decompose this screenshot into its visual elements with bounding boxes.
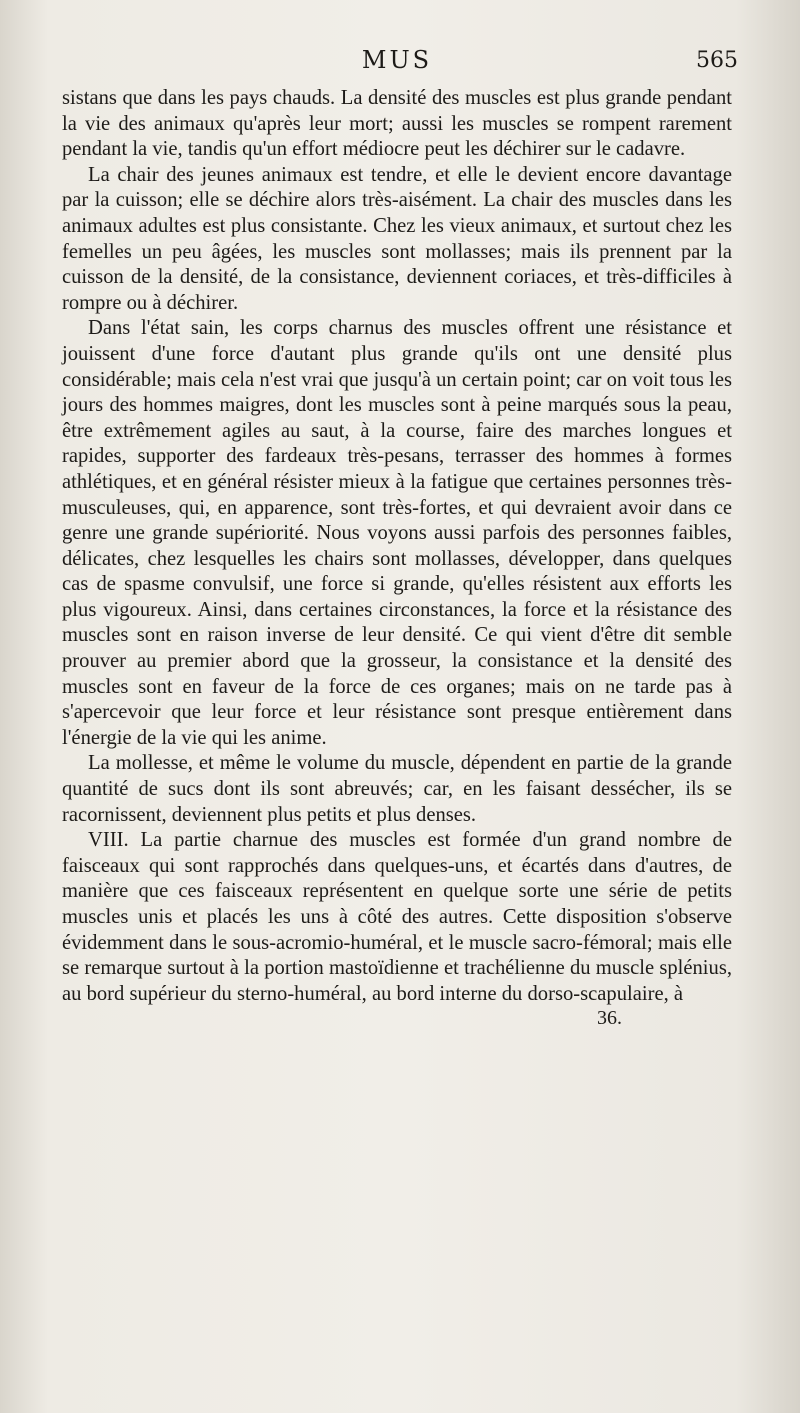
running-head: MUS [361,46,433,74]
body-text [62,86,732,1007]
paragraph-2: La chair des jeunes animaux est tendre, et elle le devient encore davantage par la cuisson; elle se déchire alors très-aisément. La chair des muscles dans les animaux adultes est plus consistante. Chez les vieux animaux, et surtout chez les femelles un peu âgées, les muscles sont mollasses; mais ils prennent par la cuisson de la densité, de la consistance, deviennent coriaces, et très-difficiles à rompre ou à déchirer. [62,163,732,314]
paragraph-3: Dans l'état sain, les corps charnus des muscles offrent une résistance et jouissent d'une force d'autant plus grande qu'ils ont une densité plus considérable; mais cela n'est vrai que jusqu'à un certain point; car on voit tous les jours des hommes maigres, dont les muscles sont à peine marqués sous la peau, être extrêmement agiles au saut, à la course, faire des marches longues et rapides, supporter des fardeaux très-pesans, terrasser des hommes à formes athlétiques, et en général résister mieux à la fatigue que certaines personnes très-musculeuses, qui, en apparence, sont très-fortes, et qui devraient avoir dans ce genre une grande supériorité. Nous voyons aussi parfois des personnes faibles, délicates, chez lesquelles les chairs sont mollasses, développer, dans quelques cas de spasme convulsif, une force si grande, qu'elles résistent aux efforts les plus vigoureux. Ainsi, dans certaines circonstances, la force et la résistance des muscles sont en raison inverse de leur densité. Ce qui vient d'être dit semble prouver au premier abord que la grosseur, la consistance et la densité des muscles sont en faveur de la force de ces organes; mais on ne tarde pas à s'apercevoir que leur force et leur résistance sont presque entièrement dans l'énergie de la vie qui les anime. [62,317,732,749]
page-number: 565 [696,48,738,73]
paragraph-4: La mollesse, et même le volume du muscle, dépendent en partie de la grande quantité de sucs dont ils sont abreuvés; car, en les faisant dessécher, ils se racornissent, deviennent plus petits et plus denses. [62,752,732,826]
page-header [62,46,738,86]
paragraph-1: sistans que dans les pays chauds. La densité des muscles est plus grande pendant la vie des animaux qu'après leur mort; aussi les muscles se rompent rarement pendant la vie, tandis qu'un effort médiocre peut les déchirer sur le cadavre. [62,87,732,161]
paragraph-5: VIII. La partie charnue des muscles est formée d'un grand nombre de faisceaux qui sont rapprochés dans quelques-uns, et écartés dans d'autres, de manière que ces faisceaux représentent en quelque sorte une série de petits muscles unis et placés les uns à côté des autres. Cette disposition s'observe évidemment dans le sous-acromio-huméral, et le muscle sacro-fémoral; mais elle se remarque surtout à la portion mastoïdienne et trachélienne du muscle splénius, au bord supérieur du sterno-huméral, au bord interne du dorso-scapulaire, à [62,829,732,1005]
signature-mark: 36. [597,1007,622,1030]
